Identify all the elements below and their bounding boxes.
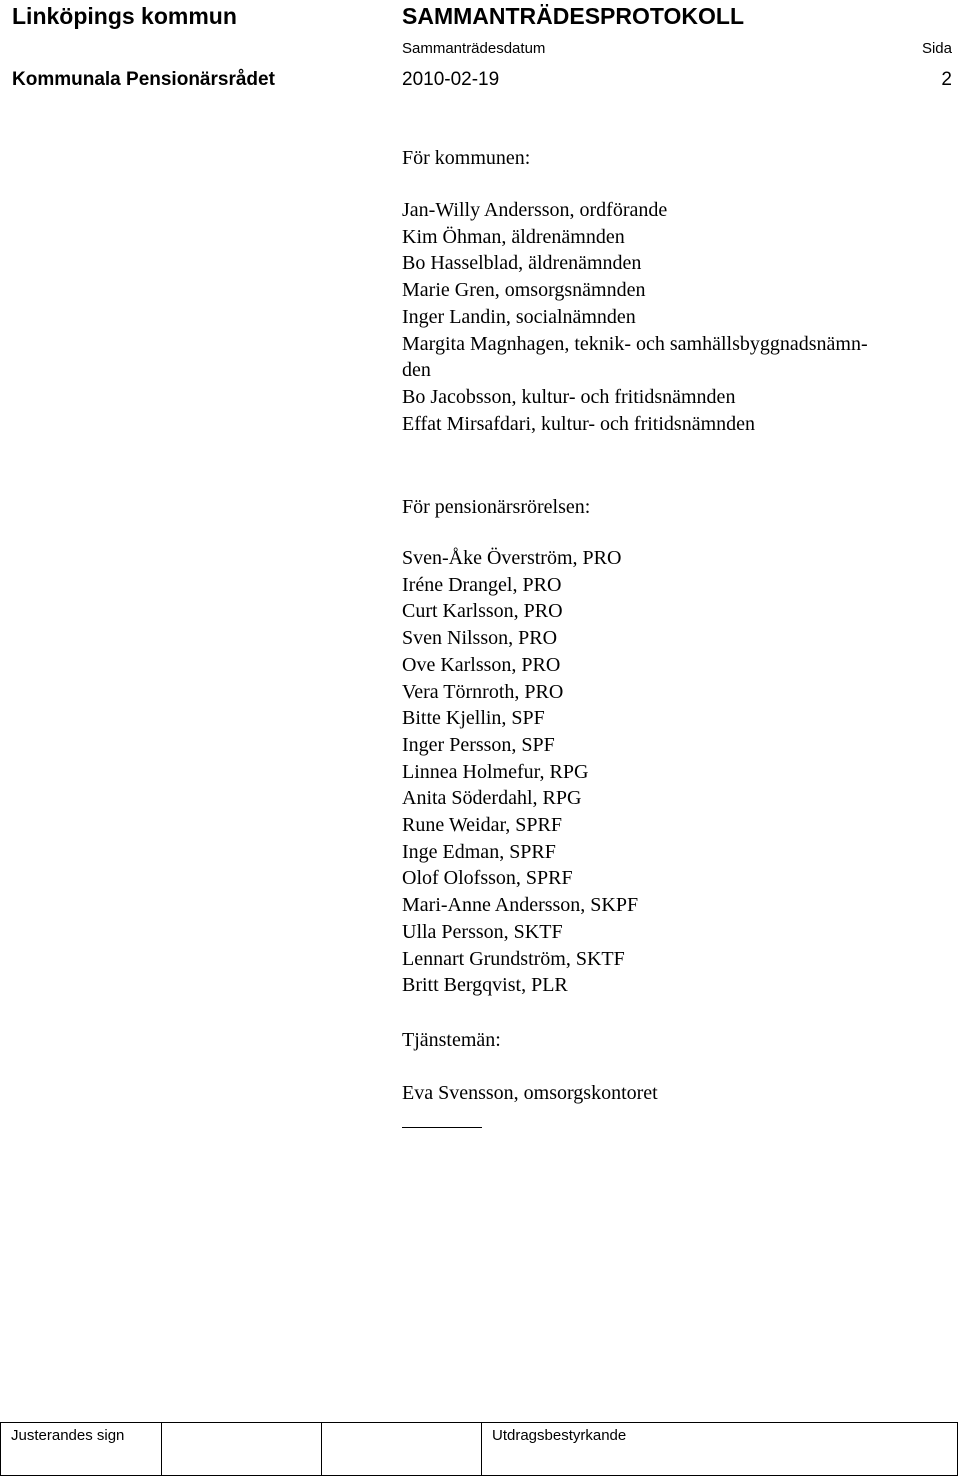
section-heading-pensionarsrorelsen: För pensionärsrörelsen:	[402, 496, 591, 518]
list-item: Inger Persson, SPF	[402, 733, 555, 756]
list-item: Olof Olofsson, SPRF	[402, 867, 573, 890]
municipality-name: Linköpings kommun	[12, 3, 237, 29]
list-item: Jan-Willy Andersson, ordförande	[402, 199, 668, 221]
page-number: 2	[941, 69, 952, 90]
section-heading-kommunen: För kommunen:	[402, 147, 531, 169]
list-item: Bo Hasselblad, äldrenämnden	[402, 252, 642, 275]
list-item: Rune Weidar, SPRF	[402, 814, 563, 837]
document-type: SAMMANTRÄDESPROTOKOLL	[402, 3, 745, 29]
list-item: Iréne Drangel, PRO	[402, 573, 562, 596]
utdragsbestyrkande-cell	[482, 1423, 958, 1476]
list-item: Ove Karlsson, PRO	[402, 653, 561, 676]
list-item: Marie Gren, omsorgsnämnden	[402, 279, 646, 302]
list-item: Bitte Kjellin, SPF	[402, 707, 545, 730]
end-rule	[402, 1127, 482, 1128]
list-item: Curt Karlsson, PRO	[402, 600, 563, 623]
list-item: Britt Bergqvist, PLR	[402, 974, 568, 997]
kommunen-member-list	[402, 197, 868, 437]
list-item: Effat Mirsafdari, kultur- och fritidsnämnden	[402, 412, 756, 435]
list-item: Linnea Holmefur, RPG	[402, 760, 589, 783]
list-item: Margita Magnhagen, teknik- och samhällsbyggnadsnämn-	[402, 332, 868, 355]
list-item: Vera Törnroth, PRO	[402, 680, 564, 703]
council-name: Kommunala Pensionärsrådet	[12, 69, 275, 90]
utdragsbestyrkande-label: Utdragsbestyrkande	[492, 1427, 627, 1444]
section-heading-tjansteman: Tjänstemän:	[402, 1029, 501, 1051]
list-item: Sven Nilsson, PRO	[402, 627, 558, 650]
meeting-date-label: Sammanträdesdatum	[402, 40, 546, 57]
list-item: Anita Söderdahl, RPG	[402, 787, 582, 810]
signature-table	[0, 1422, 958, 1476]
list-item: Eva Svensson, omsorgskontoret	[402, 1082, 658, 1104]
list-item: Ulla Persson, SKTF	[402, 920, 563, 943]
justerandes-sign-label: Justerandes sign	[11, 1427, 125, 1444]
list-item: Inger Landin, socialnämnden	[402, 305, 636, 328]
sign-cell-2	[162, 1423, 322, 1476]
list-item: Mari-Anne Andersson, SKPF	[402, 894, 639, 917]
justerandes-sign-cell	[1, 1423, 162, 1476]
meeting-date: 2010-02-19	[402, 69, 500, 90]
sign-cell-3	[322, 1423, 482, 1476]
list-item: den	[402, 359, 431, 382]
list-item: Kim Öhman, äldrenämnden	[402, 225, 625, 248]
list-item: Lennart Grundström, SKTF	[402, 947, 625, 970]
list-item: Sven-Åke Överström, PRO	[402, 547, 622, 569]
list-item: Inge Edman, SPRF	[402, 840, 556, 863]
list-item: Bo Jacobsson, kultur- och fritidsnämnden	[402, 385, 736, 408]
page-label: Sida	[921, 40, 952, 57]
pensionarer-member-list	[402, 545, 638, 999]
tjansteman-member-list	[402, 1080, 658, 1107]
